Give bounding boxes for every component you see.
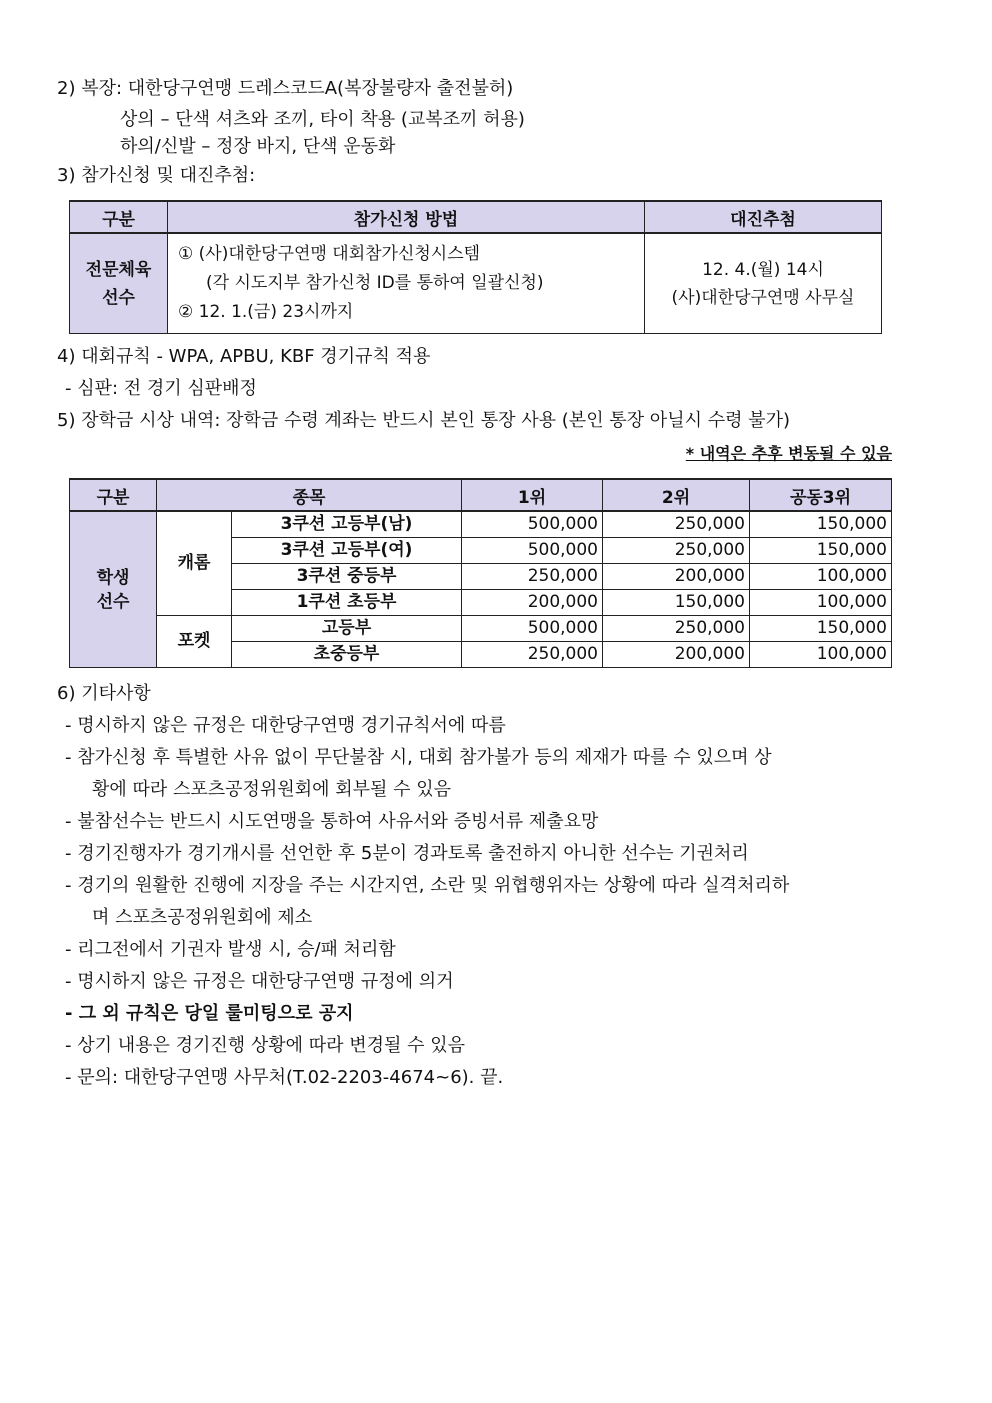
others-item-bold: - 그 외 규칙은 당일 룰미팅으로 공지 [65, 1003, 354, 1024]
prize-first: 250,000 [462, 642, 603, 668]
header-group: 구분 [70, 479, 157, 511]
others-item: - 불참선수는 반드시 시도연맹을 통하여 사유서와 증빙서류 제출요망 [65, 811, 599, 832]
table-row [70, 511, 892, 538]
dress-code-top: 상의 – 단색 셔츠와 조끼, 타이 착용 (교복조끼 허용) [120, 109, 525, 130]
registration-header-row [70, 201, 882, 233]
prize-third: 150,000 [750, 616, 892, 642]
registration-row [70, 233, 882, 334]
event-name: 3쿠션 중등부 [232, 564, 462, 590]
others-item-contact: - 문의: 대한당구연맹 사무처(T.02-2203-4674~6). 끝. [65, 1067, 504, 1088]
student-group: 학생 선수 [70, 511, 157, 668]
method-line-2: (각 시도지부 참가신청 ID를 통하여 일괄신청) [206, 273, 544, 293]
prize-first: 250,000 [462, 564, 603, 590]
prize-second: 250,000 [603, 616, 750, 642]
registration-draw [645, 233, 882, 334]
prize-first: 200,000 [462, 590, 603, 616]
carom-category: 캐롬 [157, 511, 232, 616]
header-first: 1위 [462, 479, 603, 511]
scholarship-table [69, 478, 892, 668]
method-line-3: ② 12. 1.(금) 23시까지 [178, 302, 354, 322]
header-category: 구분 [70, 201, 168, 233]
event-name: 1쿠션 초등부 [232, 590, 462, 616]
prize-second: 200,000 [603, 642, 750, 668]
event-name: 3쿠션 고등부(남) [232, 511, 462, 538]
scholarship-note: * 내역은 추후 변동될 수 있음 [685, 444, 892, 463]
header-draw: 대진추첨 [645, 201, 882, 233]
dress-code-bottom: 하의/신발 – 정장 바지, 단색 운동화 [120, 136, 396, 157]
prize-first: 500,000 [462, 511, 603, 538]
registration-category: 전문체육 선수 [70, 233, 168, 334]
prize-third: 100,000 [750, 590, 892, 616]
others-item: - 명시하지 않은 규정은 대한당구연맹 경기규칙서에 따름 [65, 715, 506, 736]
header-method: 참가신청 방법 [168, 201, 645, 233]
others-item: - 상기 내용은 경기진행 상황에 따라 변경될 수 있음 [65, 1035, 466, 1056]
rules-referee: - 심판: 전 경기 심판배정 [65, 378, 257, 399]
prize-first: 500,000 [462, 538, 603, 564]
header-second: 2위 [603, 479, 750, 511]
table-row [70, 616, 892, 642]
others-item: - 명시하지 않은 규정은 대한당구연맹 규정에 의거 [65, 971, 454, 992]
prize-first: 500,000 [462, 616, 603, 642]
prize-third: 100,000 [750, 642, 892, 668]
prize-third: 150,000 [750, 511, 892, 538]
registration-title: 3) 참가신청 및 대진추첨: [57, 165, 256, 186]
pocket-category: 포켓 [157, 616, 232, 668]
others-item-continued: 며 스포츠공정위원회에 제소 [92, 907, 313, 928]
header-event: 종목 [157, 479, 462, 511]
prize-second: 250,000 [603, 538, 750, 564]
dress-code-title: 2) 복장: 대한당구연맹 드레스코드A(복장불량자 출전불허) [57, 78, 514, 99]
others-item: - 경기의 원활한 진행에 지장을 주는 시간지연, 소란 및 위협행위자는 상황에 따라 실격처리하 [65, 875, 790, 896]
prize-second: 150,000 [603, 590, 750, 616]
others-item: - 경기진행자가 경기개시를 선언한 후 5분이 경과토록 출전하지 아니한 선수는 기권처리 [65, 843, 749, 864]
registration-method [168, 233, 645, 334]
event-name: 3쿠션 고등부(여) [232, 538, 462, 564]
others-item: - 리그전에서 기권자 발생 시, 승/패 처리함 [65, 939, 396, 960]
method-line-1: ① (사)대한당구연맹 대회참가신청시스템 [178, 244, 481, 264]
scholarship-header-row [70, 479, 892, 511]
prize-second: 200,000 [603, 564, 750, 590]
others-item-continued: 황에 따라 스포츠공정위원회에 회부될 수 있음 [92, 779, 451, 800]
rules-title: 4) 대회규칙 - WPA, APBU, KBF 경기규칙 적용 [57, 346, 431, 367]
prize-third: 100,000 [750, 564, 892, 590]
prize-third: 150,000 [750, 538, 892, 564]
event-name: 초중등부 [232, 642, 462, 668]
event-name: 고등부 [232, 616, 462, 642]
draw-date: 12. 4.(월) 14시 [702, 259, 824, 280]
header-third: 공동3위 [750, 479, 892, 511]
others-title: 6) 기타사항 [57, 683, 151, 704]
draw-place: (사)대한당구연맹 사무실 [671, 287, 855, 308]
scholarship-title: 5) 장학금 시상 내역: 장학금 수령 계좌는 반드시 본인 통장 사용 (본인 통장 아닐시 수령 불가) [57, 410, 790, 431]
registration-table [69, 200, 882, 334]
others-item: - 참가신청 후 특별한 사유 없이 무단불참 시, 대회 참가불가 등의 제재가 따를 수 있으며 상 [65, 747, 772, 768]
prize-second: 250,000 [603, 511, 750, 538]
